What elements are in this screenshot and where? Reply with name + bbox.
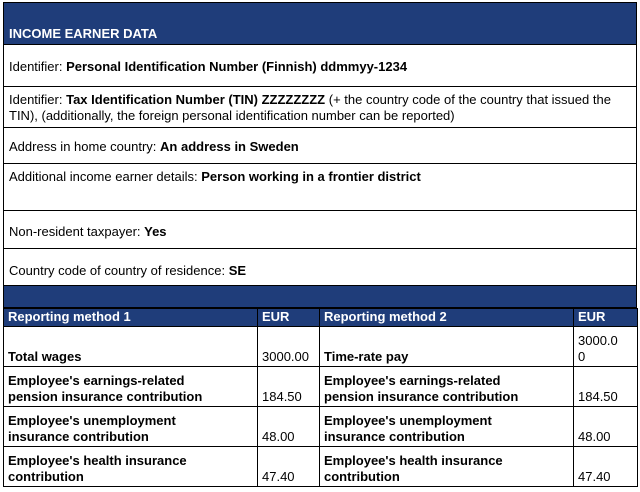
table-row xyxy=(4,447,638,487)
header-method-1: Reporting method 1 xyxy=(4,309,258,327)
row-amount: 184.50 xyxy=(258,367,320,407)
row-amount: 48.00 xyxy=(258,407,320,447)
table-row xyxy=(4,407,638,447)
table-band xyxy=(3,286,637,308)
field-row-additional-details xyxy=(3,164,637,211)
row-label: Employee's health insurance contribution xyxy=(4,447,258,487)
row-label: Employee's unemployment insurance contribution xyxy=(4,407,258,447)
field-value: Personal Identification Number (Finnish) ddmmyy-1234 xyxy=(66,59,408,74)
header-method-2: Reporting method 2 xyxy=(320,309,574,327)
table-row xyxy=(4,367,638,407)
header-eur-1: EUR xyxy=(258,309,320,327)
section-header xyxy=(3,2,637,45)
field-row-tin xyxy=(3,87,637,128)
row-amount: 47.40 xyxy=(258,447,320,487)
field-value: Tax Identification Number (TIN) ZZZZZZZZ xyxy=(66,92,326,107)
row-amount: 48.00 xyxy=(574,407,638,447)
row-amount: 47.40 xyxy=(574,447,638,487)
field-label: Additional income earner details: xyxy=(9,169,202,184)
reporting-methods-table xyxy=(3,308,638,487)
row-amount: 3000.00 xyxy=(258,327,320,367)
table-header-row xyxy=(4,309,638,327)
field-value: Yes xyxy=(144,224,167,239)
row-label: Total wages xyxy=(4,327,258,367)
field-row-address xyxy=(3,128,637,164)
field-value: Person working in a frontier district xyxy=(201,169,421,184)
row-label: Employee's earnings-related pension insurance contribution xyxy=(320,367,574,407)
field-value: SE xyxy=(228,263,247,278)
table-row xyxy=(4,327,638,367)
field-label: Address in home country: xyxy=(9,139,161,154)
row-amount: 3000.0 0 xyxy=(574,327,638,367)
field-row-personal-id xyxy=(3,45,637,87)
field-label: Non-resident taxpayer: xyxy=(9,224,145,239)
field-value: An address in Sweden xyxy=(160,139,299,154)
row-label: Employee's health insurance contribution xyxy=(320,447,574,487)
header-eur-2: EUR xyxy=(574,309,638,327)
field-row-country-code xyxy=(3,249,637,286)
row-label: Time-rate pay xyxy=(320,327,574,367)
field-suffix: (+ the country code of the country that issued the TIN), (additionally, the foreign personal identification number can be reported) xyxy=(9,92,611,123)
field-row-non-resident xyxy=(3,211,637,249)
income-earner-document xyxy=(3,2,637,487)
row-label: Employee's earnings-related pension insurance contribution xyxy=(4,367,258,407)
row-label: Employee's unemployment insurance contribution xyxy=(320,407,574,447)
field-label: Identifier: xyxy=(9,92,67,107)
section-title: INCOME EARNER DATA xyxy=(9,26,158,41)
row-amount: 184.50 xyxy=(574,367,638,407)
field-label: Country code of country of residence: xyxy=(9,263,229,278)
field-label: Identifier: xyxy=(9,59,67,74)
